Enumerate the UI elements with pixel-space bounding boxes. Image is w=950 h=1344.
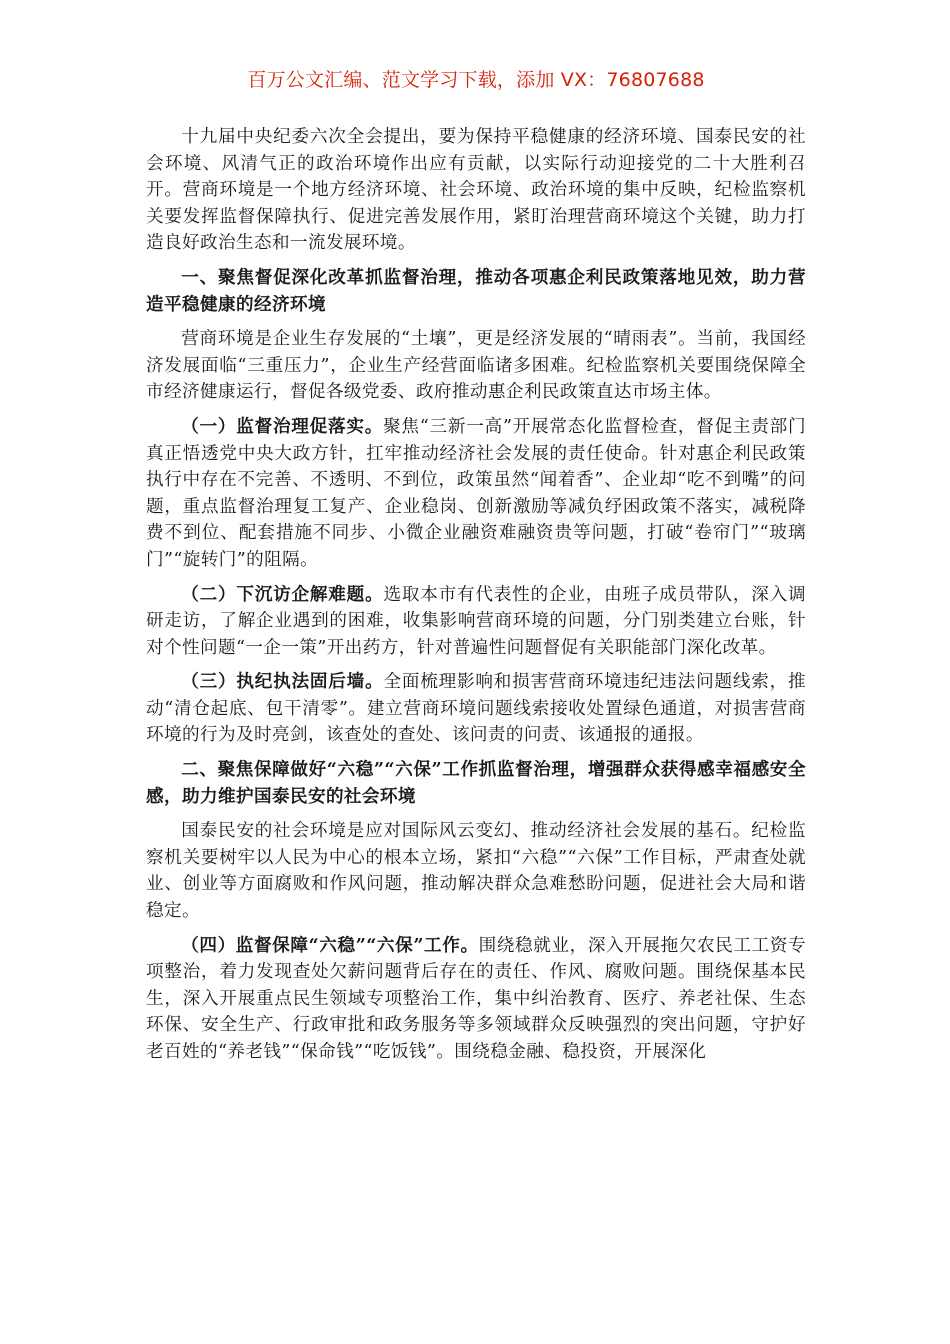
header-banner: 百万公文汇编、范文学习下载，添加 VX：76807688 (247, 69, 705, 91)
item-3-paragraph (146, 669, 806, 749)
item-3-text: 全面梳理影响和损害营商环境违纪违法问题线索，推动“清仓起底、包干清零”。建立营商环境问题线索接收处置绿色通道，对损害营商环境的行为及时亮剑，该查处的查处、该问责的问责、该通报的通报。 (146, 672, 807, 746)
item-4-paragraph (146, 933, 806, 1066)
item-2-lead: （二）下沉访企解难题。 (181, 583, 384, 605)
document-page (146, 66, 806, 1074)
section-1-heading: 一、聚焦督促深化改革抓监督治理，推动各项惠企利民政策落地见效，助力营造平稳健康的经济环境 (146, 266, 806, 315)
item-1-paragraph (146, 414, 806, 574)
item-2-paragraph (146, 582, 806, 662)
item-2-text: 选取本市有代表性的企业，由班子成员带队，深入调研走访，了解企业遇到的困难，收集影响营商环境的问题，分门别类建立台账，针对个性问题“一企一策”开出药方，针对普遍性问题督促有关职能部门深化改革。 (146, 584, 807, 658)
section-2-heading: 二、聚焦保障做好“六稳”“六保”工作抓监督治理，增强群众获得感幸福感安全感，助力维护国泰民安的社会环境 (146, 759, 806, 807)
section-1-paragraph: 营商环境是企业生存发展的“土壤”，更是经济发展的“晴雨表”。当前，我国经济发展面临“三重压力”，企业生产经营面临诸多困难。纪检监察机关要围绕保障全市经济健康运行，督促各级党委、政府推动惠企利民政策直达市场主体。 (146, 329, 806, 403)
item-4-lead: （四）监督保障“六稳”“六保”工作。 (181, 934, 479, 956)
item-4-text: 围绕稳就业，深入开展拖欠农民工工资专项整治，着力发现查处欠薪问题背后存在的责任、作风、腐败问题。围绕保基本民生，深入开展重点民生领域专项整治工作，集中纠治教育、医疗、养老社保、生态环保、安全生产、行政审批和政务服务等多领域群众反映强烈的突出问题，守护好老百姓的“养老钱”“保命钱”“吃饭钱”。围绕稳金融、稳投资，开展深化 (146, 935, 807, 1062)
intro-paragraph: 十九届中央纪委六次全会提出，要为保持平稳健康的经济环境、国泰民安的社会环境、风清气正的政治环境作出应有贡献，以实际行动迎接党的二十大胜利召开。营商环境是一个地方经济环境、社会环境、政治环境的集中反映，纪检监察机关要发挥监督保障执行、促进完善发展作用，紧盯治理营商环境这个关键，助力打造良好政治生态和一流发展环境。 (146, 127, 806, 254)
item-1-text: 聚焦“三新一高”开展常态化监督检查，督促主责部门真正悟透党中央大政方针，扛牢推动经济社会发展的责任使命。针对惠企利民政策执行中存在不完善、不透明、不到位，政策虽然“闻着香”、企业却“吃不到嘴”的问题，重点监督治理复工复产、企业稳岗、创新激励等减负纾困政策不落实，减税降费不到位、配套措施不同步、小微企业融资难融资贵等问题，打破“卷帘门”“玻璃门”“旋转门”的阻隔。 (146, 416, 806, 570)
item-3-lead: （三）执纪执法固后墙。 (181, 671, 384, 693)
section-2-paragraph: 国泰民安的社会环境是应对国际风云变幻、推动经济社会发展的基石。纪检监察机关要树牢以人民为中心的根本立场，紧扣“六稳”“六保”工作目标，严肃查处就业、创业等方面腐败和作风问题，推动解决群众急难愁盼问题，促进社会大局和谐稳定。 (146, 821, 806, 922)
item-1-lead: （一）监督治理促落实。 (181, 415, 384, 437)
